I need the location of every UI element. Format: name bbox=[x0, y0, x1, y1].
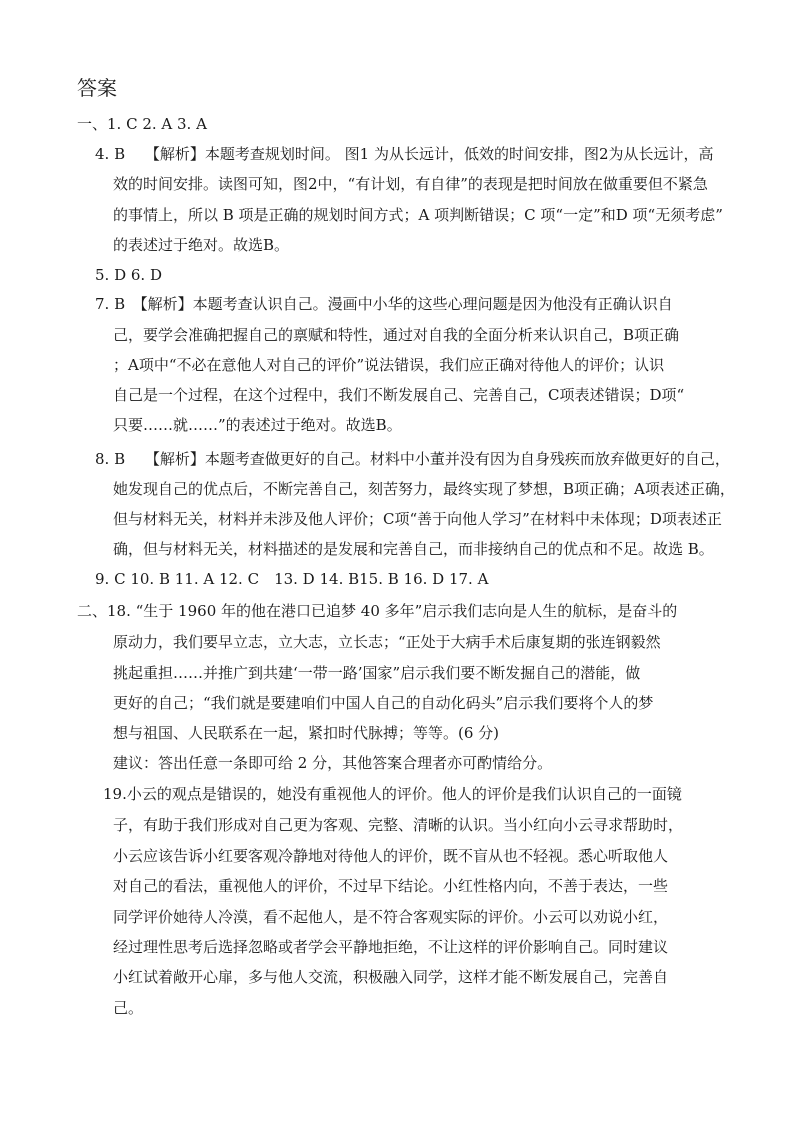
q18-scoring-note: 建议：答出任意一条即可给 2 分，其他答案合理者亦可酌情给分。 bbox=[113, 754, 553, 772]
q8-line: 她发现自己的优点后，不断完善自己，刻苦努力，最终实现了梦想，B项正确；A项表述正确， bbox=[113, 480, 735, 498]
q7-line: 7. B 【解析】本题考查认识自己。漫画中小华的这些心理问题是因为他没有正确认识自 bbox=[95, 295, 673, 313]
q18-line: 挑起重担……并推广到共建‘一带一路’国家”启示我们要不断发掘自己的潜能，做 bbox=[113, 664, 641, 682]
q8-line: 确，但与材料无关，材料描述的是发展和完善自己，而非接纳自己的优点和不足。故选 B。 bbox=[113, 540, 714, 558]
q19-line: 子，有助于我们形成对自己更为客观、完整、清晰的认识。当小红向小云寻求帮助时， bbox=[113, 816, 684, 834]
q18-line: 更好的自己；“我们就是要建咱们中国人自己的自动化码头”启示我们要将个人的梦 bbox=[113, 694, 654, 712]
q7-line: 自己是一个过程，在这个过程中，我们不断发展自己、完善自己，C项表述错误；D项“ bbox=[113, 386, 685, 404]
q4-line: 效的时间安排。读图可知，图2中，“有计划，有自律”的表现是把时间放在做重要但不紧急 bbox=[113, 175, 708, 193]
q18-line: 原动力，我们要早立志，立大志，立长志；“正处于大病手术后康复期的张连钢毅然 bbox=[113, 633, 661, 651]
q8-line: 8. B 【解析】本题考查做更好的自己。材料中小董并没有因为自身残疾而放弃做更好的自己， bbox=[95, 450, 730, 468]
q18-line: 二、18. “生于 1960 年的他在港口已追梦 40 多年”启示我们志向是人生的航标，是奋斗的 bbox=[77, 602, 678, 620]
answers-9-17: 9. C 10. B 11. A 12. C 13. D 14. B15. B 16. D 17. A bbox=[95, 570, 489, 588]
q19-line: 经过理性思考后选择忽略或者学会平静地拒绝，不让这样的评价影响自己。同时建议 bbox=[113, 938, 669, 956]
q19-line: 己。 bbox=[113, 999, 144, 1017]
q4-line: 的表述过于绝对。故选B。 bbox=[113, 236, 290, 254]
answers-5-6: 5. D 6. D bbox=[95, 266, 162, 284]
q4-line: 的事情上，所以 B 项是正确的规划时间方式；A 项判断错误；C 项“一定”和D 项“无须考虑” bbox=[113, 206, 723, 224]
page-title: 答案 bbox=[77, 76, 117, 100]
q19-line: 小红试着敞开心扉，多与他人交流，积极融入同学，这样才能不断发展自己，完善自 bbox=[113, 968, 669, 986]
q18-line: 想与祖国、人民联系在一起，紧扣时代脉搏；等等。(6 分) bbox=[113, 724, 500, 742]
q19-line: 同学评价她待人冷漠，看不起他人，是不符合客观实际的评价。小云可以劝说小红， bbox=[113, 908, 669, 926]
q19-line: 小云应该告诉小红要客观冷静地对待他人的评价，既不盲从也不轻视。悉心听取他人 bbox=[113, 847, 669, 865]
q7-line: ；A项中“不必在意他人对自己的评价”说法错误，我们应正确对待他人的评价；认识 bbox=[113, 356, 665, 374]
q19-line: 19.小云的观点是错误的，她没有重视他人的评价。他人的评价是我们认识自己的一面镜 bbox=[103, 785, 682, 803]
q8-line: 但与材料无关，材料并未涉及他人评价；C项“善于向他人学习”在材料中未体现；D项表述正 bbox=[113, 510, 722, 528]
section1-answers-1-3: 一、1. C 2. A 3. A bbox=[77, 115, 207, 133]
q7-line: 己，要学会准确把握自己的禀赋和特性，通过对自我的全面分析来认识自己，B项正确 bbox=[113, 326, 680, 344]
q19-line: 对自己的看法，重视他人的评价，不过早下结论。小红性格内向，不善于表达，一些 bbox=[113, 877, 669, 895]
q7-line: 只要……就……”的表述过于绝对。故选B。 bbox=[113, 416, 402, 434]
q4-line: 4. B 【解析】本题考查规划时间。 图1 为从长远计，低效的时间安排，图2为从长远计，高 bbox=[95, 145, 714, 163]
